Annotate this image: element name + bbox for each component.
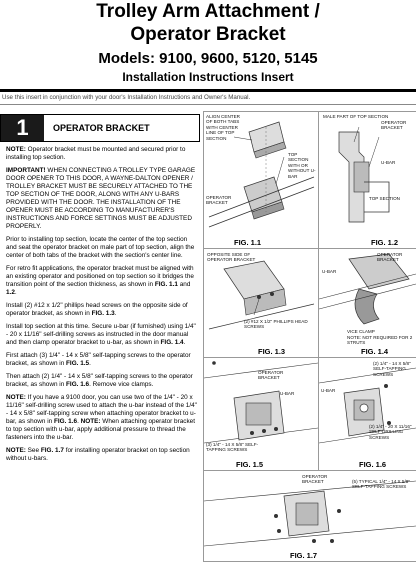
fig-1-5-label: FIG. 1.5 xyxy=(236,460,264,469)
fig-1-5-caption-ubar: U-BAR xyxy=(280,391,295,396)
fig-1-6-caption-ubar: U-BAR xyxy=(321,388,336,393)
fig-1-3-caption-screws: (2) #12 X 1/2" PHILLIPS HEAD SCREWS xyxy=(244,319,308,330)
figure-1-6 xyxy=(318,357,416,471)
usage-note: Use this insert in conjunction with your door's Installation Instructions and Owner's Manual. xyxy=(2,94,251,101)
fig-1-4-caption-ubar: U-BAR xyxy=(322,269,337,274)
paragraph-note: NOTE: Operator bracket must be mounted and secured prior to installing top section. xyxy=(6,146,186,161)
figure-1-1 xyxy=(203,111,319,249)
paragraph-see-fig: NOTE: See FIG. 1.7 for installing operator bracket on top section without u-bars. xyxy=(6,447,190,462)
fig-1-4-label: FIG. 1.4 xyxy=(361,347,389,356)
fig-1-4-caption-bracket: OPERATOR BRACKET xyxy=(377,252,403,263)
step-title: OPERATOR BRACKET xyxy=(53,123,150,133)
fig-1-5-caption-bracket: OPERATOR BRACKET xyxy=(258,370,284,381)
figure-1-3-illustration xyxy=(204,249,318,357)
paragraph-important: IMPORTANT! WHEN CONNECTING A TROLLEY TYPE GARAGE DOOR OPENER TO THIS DOOR, A WAYNE-DALTON OPENER / TROLLEY BRACKET MUST BE SECURELY ATTACHED TO THE TOP SECTION OF THE DOOR, ALONG WITH ANY U-BARS PROVIDED WITH THE DOOR. THE INSTALLATION OF THE OPENER MUST BE ACCORDING TO MANUFACTURER'S INSTRUCTIONS AND FORCE SETTINGS MUST BE ADJUSTED PROPERLY. xyxy=(6,167,196,230)
figure-1-3 xyxy=(203,248,319,358)
fig-1-1-label: FIG. 1.1 xyxy=(234,238,262,247)
header-divider xyxy=(0,89,416,92)
paragraph-retrofit: For retro fit applications, the operator bracket must be aligned with an existing operator and positioned on top section so it bridges the transition point of the section thickness, as shown in FIG. 1.1 and 1.2. xyxy=(6,265,194,296)
figure-1-2 xyxy=(318,111,416,249)
step-header xyxy=(0,114,200,142)
paragraph-locate: Prior to installing top section, locate the center of the top section and seat the operator bracket on male part of top section, align the center of both tabs of the bracket with the section's center line. xyxy=(6,236,195,259)
fig-1-6-caption-self-drilling: (2) 1/4" - 20 X 11/16" SELF-DRILLING SCREWS xyxy=(369,424,412,440)
fig-1-1-caption-align: ALIGN CENTER OF BOTH TABS WITH CENTER LINE OF TOP SECTION xyxy=(206,114,240,141)
fig-1-2-caption-ubar: U-BAR xyxy=(381,160,396,165)
fig-1-7-caption-bracket: OPERATOR BRACKET xyxy=(302,474,328,485)
fig-1-5-caption-screws: (3) 1/4" - 14 X 5/8" SELF-TAPPING SCREWS xyxy=(206,442,259,453)
fig-1-3-caption-opposite-side: OPPOSITE SIDE OF OPERATOR BRACKET xyxy=(207,252,256,263)
fig-1-7-label: FIG. 1.7 xyxy=(290,551,318,560)
title-line-1: Trolley Arm Attachment / xyxy=(96,1,320,22)
fig-1-4-caption-note: NOTE: NOT REQUIRED FOR 2 STRUTS xyxy=(347,335,413,346)
paragraph-first-attach: First attach (3) 1/4" - 14 x 5/8" self-tapping screws to the operator bracket, as shown in FIG. 1.5. xyxy=(6,352,191,367)
paragraph-then-attach: Then attach (2) 1/4" - 14 x 5/8" self-tapping screws to the operator bracket, as shown in FIG. 1.6. Remove vice clamps. xyxy=(6,373,193,388)
fig-1-2-caption-male-part: MALE PART OF TOP SECTION xyxy=(323,114,389,119)
fig-1-2-caption-top-section: TOP SECTION xyxy=(369,196,400,201)
paragraph-phillips: Install (2) #12 x 1/2" phillips head screws on the opposite side of operator bracket, as shown in FIG. 1.3. xyxy=(6,302,188,317)
models-line: Models: 9100, 9600, 5120, 5145 xyxy=(98,50,318,67)
figure-1-4 xyxy=(318,248,416,358)
fig-1-2-caption-bracket: OPERATOR BRACKET xyxy=(381,120,407,131)
figure-1-7 xyxy=(203,470,416,562)
step-number: 1 xyxy=(1,115,44,141)
fig-1-3-label: FIG. 1.3 xyxy=(258,347,286,356)
note-divider xyxy=(0,104,416,105)
fig-1-2-label: FIG. 1.2 xyxy=(371,238,399,247)
instructions-text xyxy=(6,146,198,468)
subtitle: Installation Instructions Insert xyxy=(122,70,294,84)
paragraph-top-section: Install top section at this time. Secure u-bar (if furnished) using 1/4" - 20 x 11/16" self-drilling screws as instructed in the door manual and then clamp operator bracket to u-bar, as shown in FIG. 1.4. xyxy=(6,323,196,346)
title-line-2: Operator Bracket xyxy=(130,24,286,45)
paragraph-9100-note: NOTE: If you have a 9100 door, you can use two of the 1/4" - 20 x 11/16" self-drilling screw used to attach the u-bar instead of the 1/4" - 14 x 5/8" self-tapping screw when attaching operator bracket to u-bar, as shown in FIG. 1.6. NOTE: When attaching operator bracket to top section with u-bar, apply additional pressure to thread the fasteners into the u-bar. xyxy=(6,394,197,441)
figure-1-2-illustration xyxy=(319,112,416,248)
fig-1-6-label: FIG. 1.6 xyxy=(359,460,387,469)
fig-1-4-caption-vice-clamp: VICE CLAMP xyxy=(347,329,375,334)
fig-1-7-caption-screws: (5) TYPICAL 1/4" - 14 X 5/8" SELF-TAPPING SCREWS xyxy=(352,479,410,490)
fig-1-1-caption-top-section: TOP SECTION WITH OR WITHOUT U-BAR xyxy=(288,152,316,179)
fig-1-6-caption-self-tapping: (2) 1/4" - 14 X 5/8" SELF-TAPPING SCREWS xyxy=(373,361,411,377)
fig-1-1-caption-bracket: OPERATOR BRACKET xyxy=(206,195,232,206)
figure-1-5 xyxy=(203,357,319,471)
